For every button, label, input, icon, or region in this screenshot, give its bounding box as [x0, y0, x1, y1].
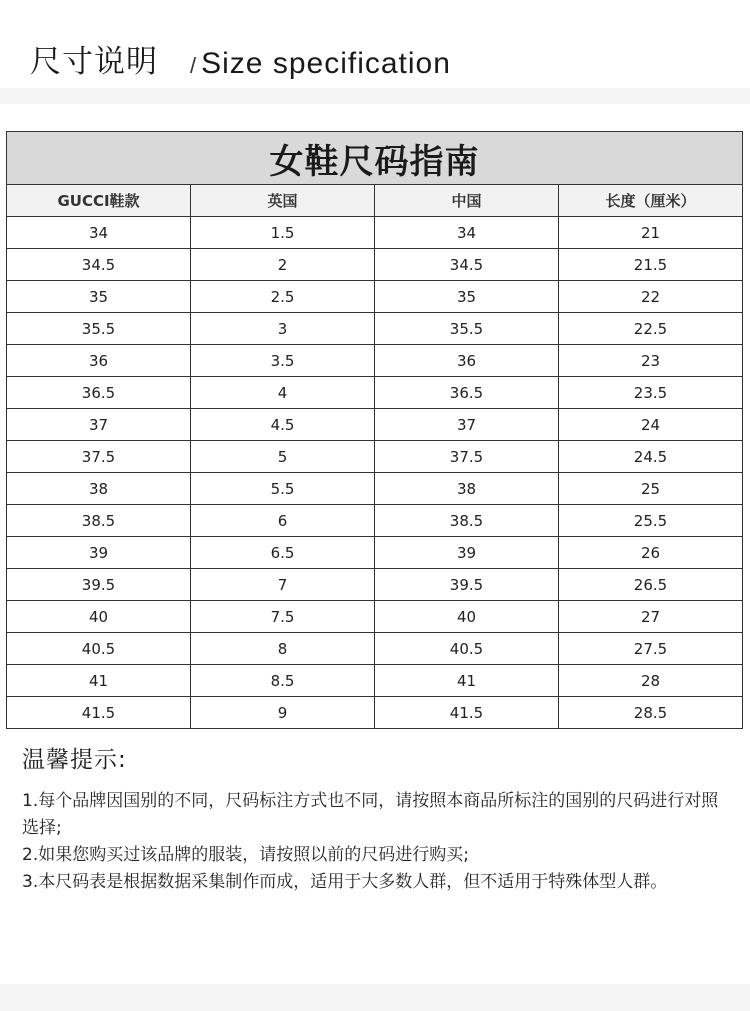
cell-china-size: 36 [375, 345, 559, 377]
cell-gucci-size: 35.5 [7, 313, 191, 345]
cell-gucci-size: 35 [7, 281, 191, 313]
table-row [7, 665, 743, 697]
table-title: 女鞋尺码指南 [7, 132, 743, 185]
cell-length-cm: 27 [559, 601, 743, 633]
bottom-divider-band [0, 984, 750, 1011]
cell-uk-size: 4 [191, 377, 375, 409]
cell-china-size: 38.5 [375, 505, 559, 537]
cell-uk-size: 6.5 [191, 537, 375, 569]
header-title [30, 42, 158, 82]
cell-length-cm: 24.5 [559, 441, 743, 473]
cell-length-cm: 24 [559, 409, 743, 441]
cell-length-cm: 21 [559, 217, 743, 249]
cell-gucci-size: 38.5 [7, 505, 191, 537]
table-row [7, 601, 743, 633]
cell-uk-size: 7 [191, 569, 375, 601]
cell-length-cm: 26 [559, 537, 743, 569]
table-row [7, 377, 743, 409]
cell-gucci-size: 40.5 [7, 633, 191, 665]
page-header [0, 0, 750, 88]
cell-china-size: 40.5 [375, 633, 559, 665]
cell-gucci-size: 37.5 [7, 441, 191, 473]
cell-china-size: 37.5 [375, 441, 559, 473]
cell-china-size: 39.5 [375, 569, 559, 601]
table-body [7, 217, 743, 729]
cell-uk-size: 1.5 [191, 217, 375, 249]
tip-line-2: 2.如果您购买过该品牌的服装，请按照以前的尺码进行购买; [22, 845, 469, 865]
cell-length-cm: 27.5 [559, 633, 743, 665]
header-subtitle [184, 46, 451, 84]
table-row [7, 345, 743, 377]
cell-uk-size: 7.5 [191, 601, 375, 633]
cell-uk-size: 4.5 [191, 409, 375, 441]
cell-length-cm: 28 [559, 665, 743, 697]
cell-gucci-size: 34.5 [7, 249, 191, 281]
table-row [7, 441, 743, 473]
cell-length-cm: 28.5 [559, 697, 743, 729]
table-row [7, 697, 743, 729]
cell-gucci-size: 39 [7, 537, 191, 569]
header-title-en: Size specification [201, 47, 451, 80]
tips-section [22, 744, 734, 896]
cell-gucci-size: 41.5 [7, 697, 191, 729]
cell-uk-size: 3.5 [191, 345, 375, 377]
cell-length-cm: 22 [559, 281, 743, 313]
cell-china-size: 34.5 [375, 249, 559, 281]
header-separator: / [190, 53, 198, 78]
cell-length-cm: 22.5 [559, 313, 743, 345]
cell-gucci-size: 36.5 [7, 377, 191, 409]
size-chart-table [6, 131, 743, 729]
cell-gucci-size: 37 [7, 409, 191, 441]
tips-title: 温馨提示: [22, 747, 127, 773]
cell-length-cm: 23 [559, 345, 743, 377]
table-row [7, 281, 743, 313]
column-header-length: 长度（厘米） [559, 185, 743, 217]
cell-length-cm: 21.5 [559, 249, 743, 281]
cell-china-size: 35 [375, 281, 559, 313]
cell-uk-size: 5 [191, 441, 375, 473]
table-row [7, 313, 743, 345]
table-row [7, 505, 743, 537]
cell-china-size: 37 [375, 409, 559, 441]
cell-uk-size: 8 [191, 633, 375, 665]
table-title-row [7, 132, 743, 185]
cell-gucci-size: 40 [7, 601, 191, 633]
cell-china-size: 41.5 [375, 697, 559, 729]
cell-uk-size: 6 [191, 505, 375, 537]
cell-length-cm: 23.5 [559, 377, 743, 409]
cell-china-size: 40 [375, 601, 559, 633]
cell-length-cm: 26.5 [559, 569, 743, 601]
cell-length-cm: 25 [559, 473, 743, 505]
cell-china-size: 39 [375, 537, 559, 569]
cell-china-size: 41 [375, 665, 559, 697]
cell-china-size: 35.5 [375, 313, 559, 345]
table-row [7, 569, 743, 601]
table-header-row [7, 185, 743, 217]
cell-uk-size: 9 [191, 697, 375, 729]
table-row [7, 473, 743, 505]
cell-gucci-size: 38 [7, 473, 191, 505]
header-title-cn: 尺寸说明 [30, 44, 158, 80]
column-header-china: 中国 [375, 185, 559, 217]
table-row [7, 409, 743, 441]
cell-uk-size: 2.5 [191, 281, 375, 313]
column-header-uk: 英国 [191, 185, 375, 217]
cell-china-size: 36.5 [375, 377, 559, 409]
cell-gucci-size: 34 [7, 217, 191, 249]
cell-china-size: 34 [375, 217, 559, 249]
cell-uk-size: 2 [191, 249, 375, 281]
cell-china-size: 38 [375, 473, 559, 505]
cell-uk-size: 5.5 [191, 473, 375, 505]
table-row [7, 537, 743, 569]
table-row [7, 633, 743, 665]
tip-line-3: 3.本尺码表是根据数据采集制作而成，适用于大多数人群，但不适用于特殊体型人群。 [22, 872, 668, 892]
cell-length-cm: 25.5 [559, 505, 743, 537]
cell-gucci-size: 41 [7, 665, 191, 697]
cell-gucci-size: 39.5 [7, 569, 191, 601]
cell-uk-size: 8.5 [191, 665, 375, 697]
tip-line-1: 1.每个品牌因国别的不同，尺码标注方式也不同，请按照本商品所标注的国别的尺码进行对照选择; [22, 791, 719, 838]
top-divider-band [0, 88, 750, 104]
cell-uk-size: 3 [191, 313, 375, 345]
cell-gucci-size: 36 [7, 345, 191, 377]
table-row [7, 217, 743, 249]
column-header-gucci: GUCCI鞋款 [7, 185, 191, 217]
table-row [7, 249, 743, 281]
